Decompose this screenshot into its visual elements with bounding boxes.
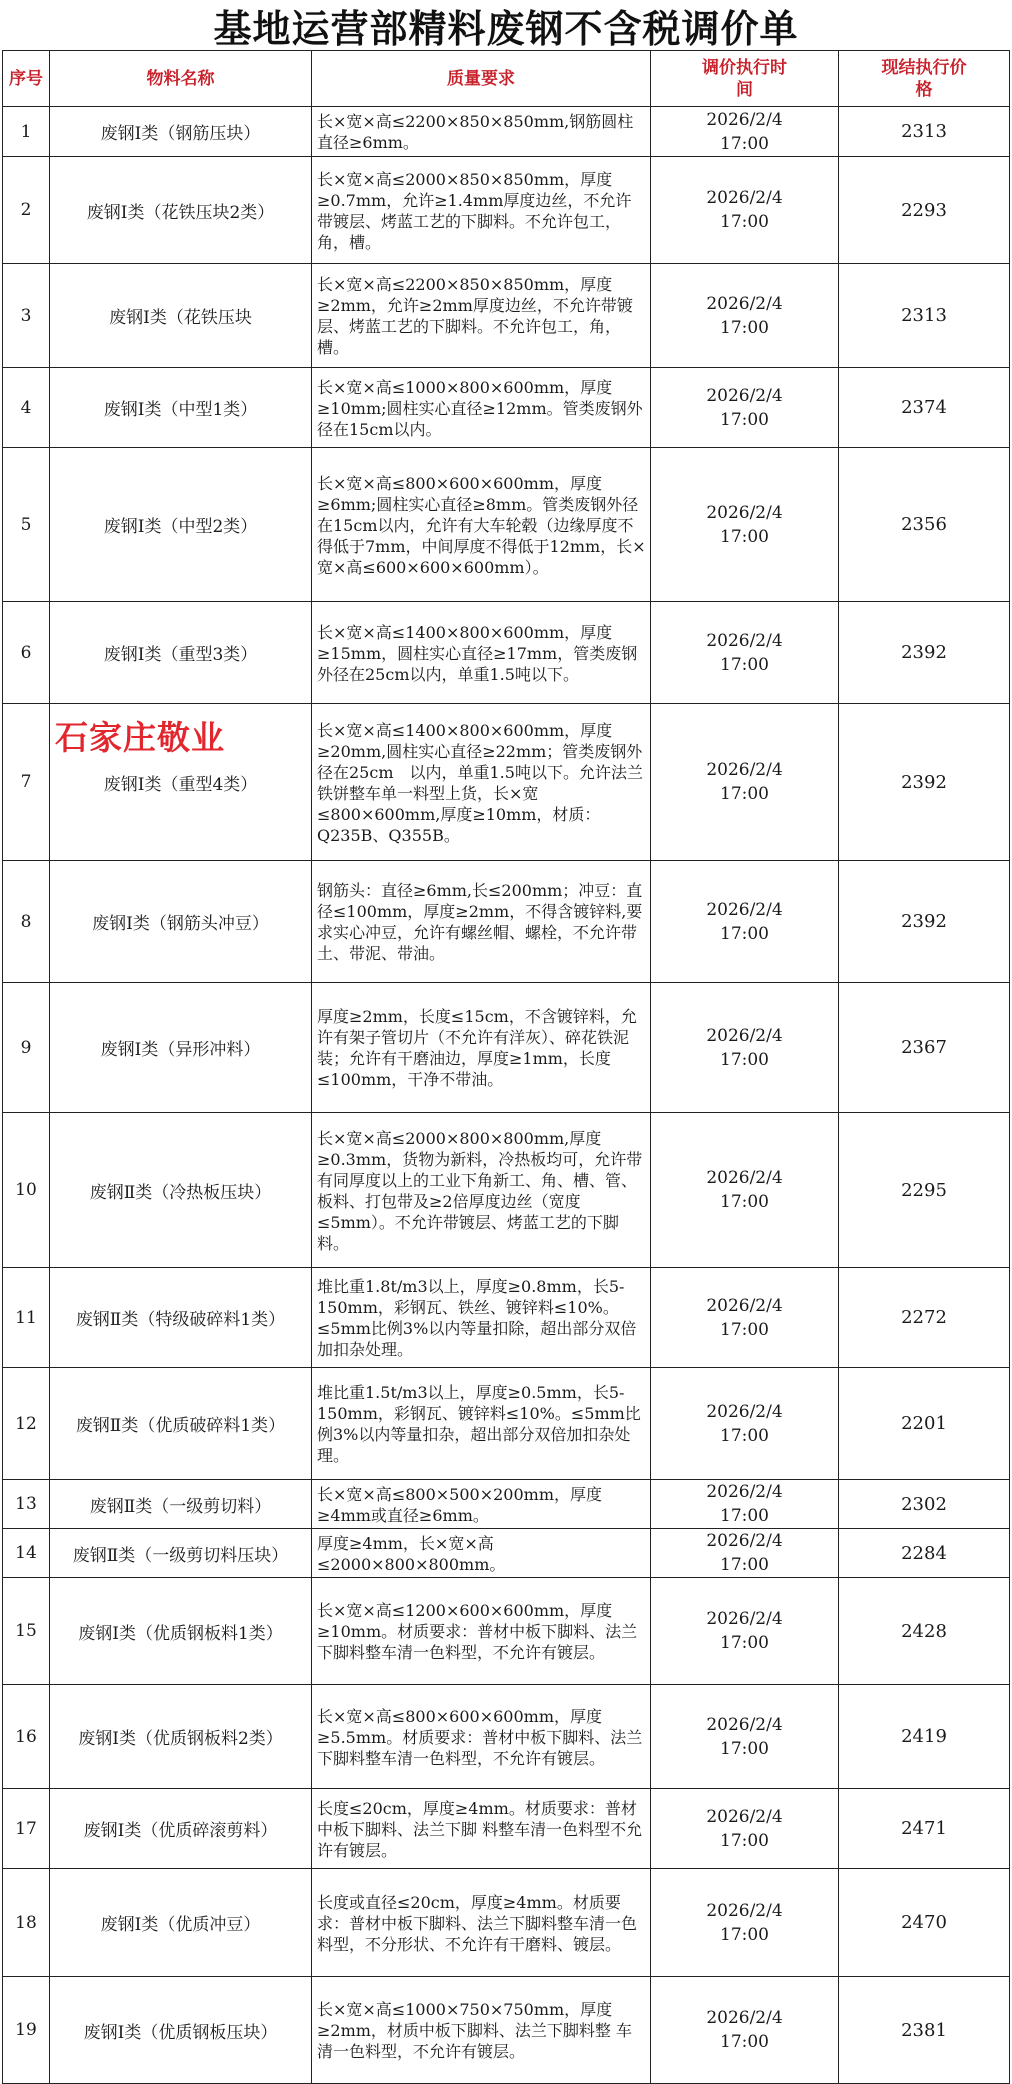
adjust-time xyxy=(651,157,839,264)
page-title: 基地运营部精料废钢不含税调价单 xyxy=(213,6,799,51)
table-row xyxy=(3,368,1010,448)
row-index: 12 xyxy=(3,1368,50,1480)
table-row xyxy=(3,107,1010,157)
adjust-time xyxy=(651,264,839,368)
adjust-time xyxy=(651,1368,839,1480)
row-index: 3 xyxy=(3,264,50,368)
price-value: 2392 xyxy=(839,602,1010,704)
quality-requirement: 长度或直径≤20cm，厚度≥4mm。材质要求：普材中板下脚料、法兰下脚料整车清一色料型，不分形状、不允许有干磨料、镀层。 xyxy=(312,1869,651,1977)
row-index: 15 xyxy=(3,1578,50,1685)
row-index: 17 xyxy=(3,1789,50,1869)
table-row xyxy=(3,1113,1010,1268)
quality-requirement: 长×宽×高≤800×600×600mm，厚度≥5.5mm。材质要求：普材中板下脚料、法兰下脚料整车清一色料型，不允许有镀层。 xyxy=(312,1685,651,1789)
price-value: 2374 xyxy=(839,368,1010,448)
table-row xyxy=(3,1789,1010,1869)
adjust-time-text: 2026/2/4 17:00 xyxy=(706,1401,783,1446)
adjust-time-text: 2026/2/4 17:00 xyxy=(706,293,783,338)
row-index: 8 xyxy=(3,861,50,983)
adjust-time xyxy=(651,1113,839,1268)
material-name: 废钢Ⅰ类（优质冲豆） xyxy=(50,1869,312,1977)
quality-requirement: 堆比重1.5t/m3以上，厚度≥0.5mm，长5-150mm，彩钢瓦、镀锌料≤10%。≤5mm比例3%以内等量扣杂，超出部分双倍加扣杂处 理。 xyxy=(312,1368,651,1480)
material-name: 废钢Ⅰ类（钢筋压块） xyxy=(50,107,312,157)
price-value: 2392 xyxy=(839,861,1010,983)
row-index: 13 xyxy=(3,1480,50,1529)
adjust-time xyxy=(651,1578,839,1685)
row-index: 4 xyxy=(3,368,50,448)
adjust-time-text: 2026/2/4 17:00 xyxy=(706,502,783,547)
price-value: 2284 xyxy=(839,1529,1010,1578)
price-value: 2293 xyxy=(839,157,1010,264)
row-index: 9 xyxy=(3,983,50,1113)
adjust-time xyxy=(651,983,839,1113)
adjust-time-text: 2026/2/4 17:00 xyxy=(706,1609,783,1653)
material-name: 废钢Ⅰ类（优质钢板料2类） xyxy=(50,1685,312,1789)
header-adjust-time xyxy=(651,51,839,107)
adjust-time-text: 2026/2/4 17:00 xyxy=(706,1531,783,1575)
adjust-time xyxy=(651,448,839,602)
material-name: 废钢Ⅰ类（花铁压块2类） xyxy=(50,157,312,264)
row-index: 1 xyxy=(3,107,50,157)
quality-requirement: 长×宽×高≤1000×750×750mm，厚度≥2mm，材质中板下脚料、法兰下脚料整 车清一色料型，不允许有镀层。 xyxy=(312,1977,651,2084)
quality-requirement: 长×宽×高≤1200×600×600mm，厚度≥10mm。材质要求：普材中板下脚料、法兰下脚料整车清一色料型，不允许有镀层。 xyxy=(312,1578,651,1685)
price-value: 2356 xyxy=(839,448,1010,602)
adjust-time-text: 2026/2/4 17:00 xyxy=(706,385,783,430)
material-name: 废钢Ⅰ类（中型1类） xyxy=(50,368,312,448)
adjust-time-text: 2026/2/4 17:00 xyxy=(706,1806,783,1851)
table-row xyxy=(3,602,1010,704)
adjust-time xyxy=(651,1789,839,1869)
adjust-time xyxy=(651,1685,839,1789)
quality-requirement: 长×宽×高≤2200×850×850mm,钢筋圆柱直径≥6mm。 xyxy=(312,107,651,157)
adjust-time-text: 2026/2/4 17:00 xyxy=(706,1295,783,1340)
table-row xyxy=(3,1977,1010,2084)
price-value: 2272 xyxy=(839,1268,1010,1368)
quality-requirement: 长×宽×高≤1400×800×600mm，厚度≥15mm，圆柱实心直径≥17mm，管类废钢外径在25cm以内，单重1.5吨以下。 xyxy=(312,602,651,704)
header-quality-requirement: 质量要求 xyxy=(312,51,651,107)
adjust-time-text: 2026/2/4 17:00 xyxy=(706,1900,783,1945)
adjust-time-text: 2026/2/4 17:00 xyxy=(706,188,783,232)
material-name: 废钢Ⅰ类（优质钢板压块） xyxy=(50,1977,312,2084)
price-value: 2392 xyxy=(839,704,1010,861)
adjust-time xyxy=(651,107,839,157)
header-price-text: 现结执行价格 xyxy=(881,57,967,100)
price-value: 2302 xyxy=(839,1480,1010,1529)
row-index: 18 xyxy=(3,1869,50,1977)
adjust-time xyxy=(651,1480,839,1529)
price-value: 2201 xyxy=(839,1368,1010,1480)
adjust-time xyxy=(651,1268,839,1368)
price-value: 2367 xyxy=(839,983,1010,1113)
quality-requirement: 长×宽×高≤800×600×600mm，厚度≥6mm;圆柱实心直径≥8mm。管类废钢外径在15cm以内，允许有大车轮毂（边缘厚度不得低于7mm，中间厚度不得低于12mm，长×宽×高≤600×600×600mm）。 xyxy=(312,448,651,602)
material-name: 废钢Ⅱ类（特级破碎料1类） xyxy=(50,1268,312,1368)
row-index: 19 xyxy=(3,1977,50,2084)
material-name: 废钢Ⅰ类（重型3类） xyxy=(50,602,312,704)
price-value: 2419 xyxy=(839,1685,1010,1789)
price-value: 2313 xyxy=(839,264,1010,368)
material-name: 废钢Ⅰ类（中型2类） xyxy=(50,448,312,602)
material-name: 废钢Ⅰ类（重型4类） xyxy=(50,704,312,861)
price-table xyxy=(2,50,1010,2084)
price-value: 2470 xyxy=(839,1869,1010,1977)
adjust-time xyxy=(651,861,839,983)
material-name: 废钢Ⅱ类（一级剪切料） xyxy=(50,1480,312,1529)
adjust-time-text: 2026/2/4 17:00 xyxy=(706,760,783,804)
price-value: 2471 xyxy=(839,1789,1010,1869)
row-index: 10 xyxy=(3,1113,50,1268)
table-row xyxy=(3,448,1010,602)
table-row xyxy=(3,157,1010,264)
table-row xyxy=(3,983,1010,1113)
adjust-time-text: 2026/2/4 17:00 xyxy=(706,1168,783,1212)
row-index: 14 xyxy=(3,1529,50,1578)
price-value: 2295 xyxy=(839,1113,1010,1268)
quality-requirement: 长×宽×高≤1400×800×600mm，厚度≥20mm,圆柱实心直径≥22mm；管类废钢外径在25cm 以内，单重1.5吨以下。允许法兰 铁饼整车单一料型上货，长×宽≤800×600mm,厚度≥10mm，材质：Q235B、Q355B。 xyxy=(312,704,651,861)
row-index: 2 xyxy=(3,157,50,264)
table-row xyxy=(3,861,1010,983)
material-name: 废钢Ⅰ类（异形冲料） xyxy=(50,983,312,1113)
quality-requirement: 厚度≥4mm，长×宽×高≤2000×800×800mm。 xyxy=(312,1529,651,1578)
header-index: 序号 xyxy=(3,51,50,107)
table-row xyxy=(3,1578,1010,1685)
quality-requirement: 长×宽×高≤1000×800×600mm，厚度≥10mm;圆柱实心直径≥12mm。管类废钢外径在15cm以内。 xyxy=(312,368,651,448)
price-value: 2381 xyxy=(839,1977,1010,2084)
adjust-time-text: 2026/2/4 17:00 xyxy=(706,630,783,675)
material-name: 废钢Ⅰ类（优质碎滚剪料） xyxy=(50,1789,312,1869)
adjust-time xyxy=(651,602,839,704)
table-row xyxy=(3,1268,1010,1368)
quality-requirement: 钢筋头：直径≥6mm,长≤200mm；冲豆：直径≤100mm，厚度≥2mm，不得含镀锌料,要求实心冲豆，允许有螺丝帽、螺栓，不允许带土、带泥、带油。 xyxy=(312,861,651,983)
table-row xyxy=(3,1529,1010,1578)
quality-requirement: 长×宽×高≤2000×850×850mm，厚度≥0.7mm，允许≥1.4mm厚度边丝，不允许带镀层、烤蓝工艺的下脚料。不允许包工，角，槽。 xyxy=(312,157,651,264)
table-row xyxy=(3,1869,1010,1977)
row-index: 5 xyxy=(3,448,50,602)
material-name: 废钢Ⅰ类（优质钢板料1类） xyxy=(50,1578,312,1685)
row-index: 7 xyxy=(3,704,50,861)
header-price xyxy=(839,51,1010,107)
quality-requirement: 长×宽×高≤800×500×200mm，厚度≥4mm或直径≥6mm。 xyxy=(312,1480,651,1529)
adjust-time-text: 2026/2/4 17:00 xyxy=(706,1714,783,1759)
price-value: 2313 xyxy=(839,107,1010,157)
material-name: 废钢Ⅰ类（钢筋头冲豆） xyxy=(50,861,312,983)
quality-requirement: 厚度≥2mm，长度≤15cm，不含镀锌料，允许有架子管切片（不允许有洋灰）、碎花铁泥装；允许有干磨油边，厚度≥1mm，长度≤100mm，干净不带油。 xyxy=(312,983,651,1113)
adjust-time-text: 2026/2/4 17:00 xyxy=(706,1482,783,1526)
adjust-time xyxy=(651,368,839,448)
adjust-time xyxy=(651,704,839,861)
adjust-time xyxy=(651,1529,839,1578)
adjust-time-text: 2026/2/4 17:00 xyxy=(706,2008,783,2052)
table-row xyxy=(3,264,1010,368)
adjust-time-text: 2026/2/4 17:00 xyxy=(706,899,783,944)
material-name: 废钢Ⅱ类（冷热板压块） xyxy=(50,1113,312,1268)
header-adjust-time-text: 调价执行时间 xyxy=(702,57,787,100)
quality-requirement: 长×宽×高≤2000×800×800mm,厚度≥0.3mm，货物为新料，冷热板均可，允许带有同厚度以上的工业下角新工、角、槽、管、板料、打包带及≥2倍厚度边丝（宽度≤5mm）。不允许带镀层、烤蓝工艺的下脚料。 xyxy=(312,1113,651,1268)
adjust-time-text: 2026/2/4 17:00 xyxy=(706,109,783,154)
quality-requirement: 堆比重1.8t/m3以上，厚度≥0.8mm，长5-150mm，彩钢瓦、铁丝、镀锌料≤10%。≤5mm比例3%以内等量扣除，超出部分双倍加扣杂处理。 xyxy=(312,1268,651,1368)
adjust-time xyxy=(651,1977,839,2084)
header-material-name: 物料名称 xyxy=(50,51,312,107)
material-name: 废钢Ⅱ类（优质破碎料1类） xyxy=(50,1368,312,1480)
quality-requirement: 长×宽×高≤2200×850×850mm，厚度≥2mm，允许≥2mm厚度边丝，不允许带镀层、烤蓝工艺的下脚料。不允许包工，角，槽。 xyxy=(312,264,651,368)
price-value: 2428 xyxy=(839,1578,1010,1685)
adjust-time xyxy=(651,1869,839,1977)
material-name: 废钢Ⅰ类（花铁压块 xyxy=(50,264,312,368)
quality-requirement: 长度≤20cm，厚度≥4mm。材质要求：普材中板下脚料、法兰下脚 料整车清一色料型不允许有镀层。 xyxy=(312,1789,651,1869)
table-row xyxy=(3,1685,1010,1789)
watermark-text: 石家庄敬业 xyxy=(55,718,225,757)
table-row xyxy=(3,1480,1010,1529)
row-index: 16 xyxy=(3,1685,50,1789)
table-header-row xyxy=(3,51,1010,107)
row-index: 11 xyxy=(3,1268,50,1368)
adjust-time-text: 2026/2/4 17:00 xyxy=(706,1025,783,1070)
material-name: 废钢Ⅱ类（一级剪切料压块） xyxy=(50,1529,312,1578)
row-index: 6 xyxy=(3,602,50,704)
table-row xyxy=(3,1368,1010,1480)
